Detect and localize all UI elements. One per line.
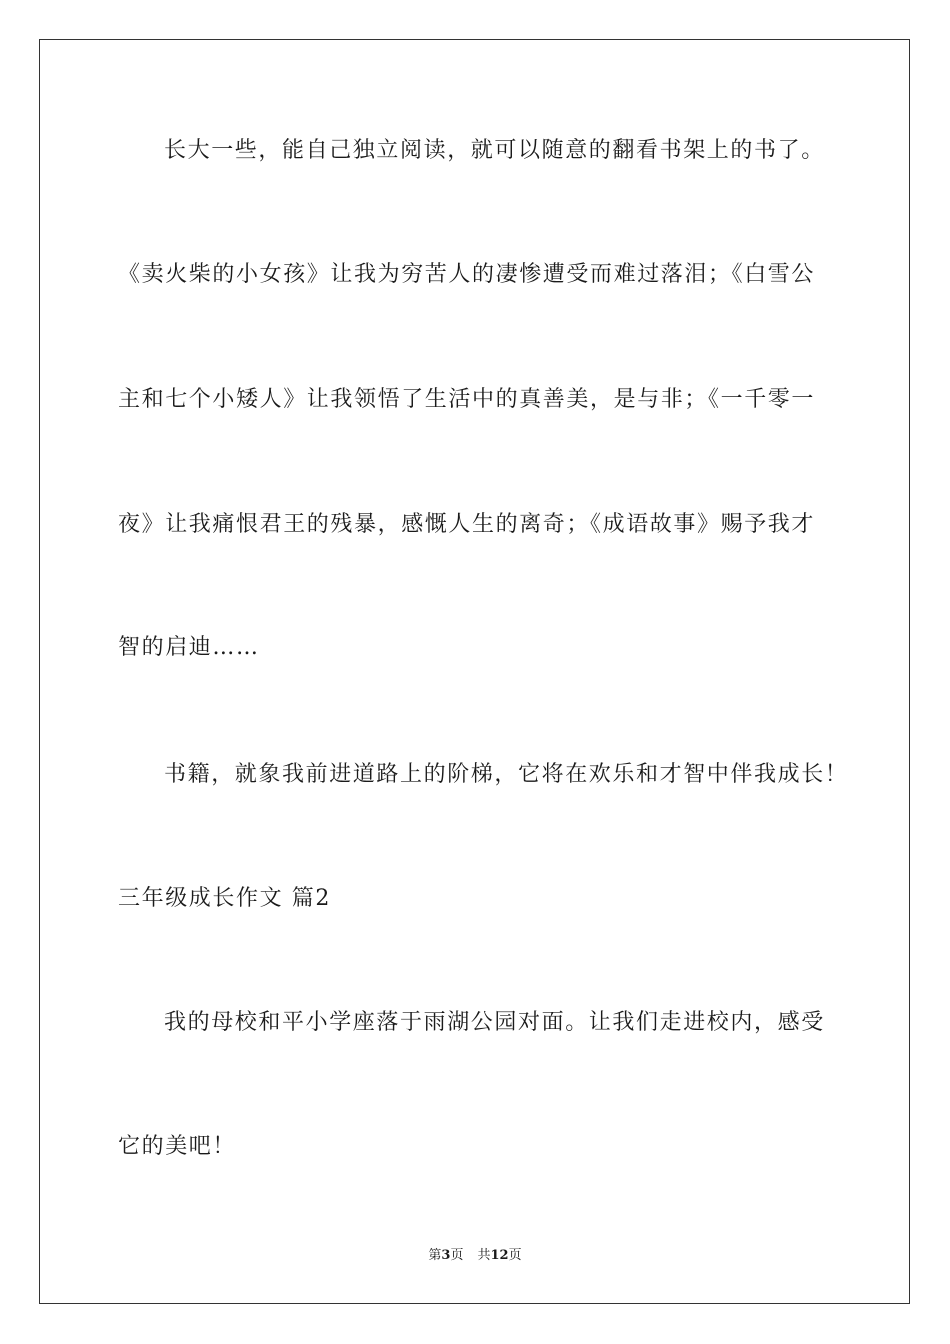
- footer-page-prefix: 第: [428, 1248, 442, 1263]
- paragraph-2-line-1: 《卖火柴的小女孩》让我为穷苦人的凄惨遭受而难过落泪；《白雪公: [118, 262, 816, 287]
- paragraph-3-line-1: 书籍，就象我前进道路上的阶梯，它将在欢乐和才智中伴我成长！: [164, 762, 849, 787]
- footer-page-total: 12: [490, 1248, 509, 1263]
- footer-total-prefix: 共: [477, 1248, 491, 1263]
- paragraph-4-line-1: 我的母校和平小学座落于雨湖公园对面。让我们走进校内，感受: [164, 1010, 825, 1035]
- footer-total-suffix: 页: [508, 1248, 522, 1263]
- section-heading: 三年级成长作文 篇2: [118, 886, 331, 911]
- page-border: [39, 39, 910, 1304]
- footer-page-suffix: 页: [450, 1248, 464, 1263]
- page-footer: [0, 1247, 950, 1265]
- paragraph-1-line-1: 长大一些，能自己独立阅读，就可以随意的翻看书架上的书了。: [164, 138, 825, 163]
- paragraph-4-line-2: 它的美吧！: [118, 1134, 237, 1159]
- paragraph-2-line-2: 主和七个小矮人》让我领悟了生活中的真善美，是与非；《一千零一: [118, 387, 816, 412]
- footer-page-current: 3: [441, 1248, 451, 1263]
- paragraph-2-line-3: 夜》让我痛恨君王的残暴，感慨人生的离奇；《成语故事》赐予我才: [118, 512, 816, 537]
- paragraph-2-line-4: 智的启迪……: [118, 635, 260, 660]
